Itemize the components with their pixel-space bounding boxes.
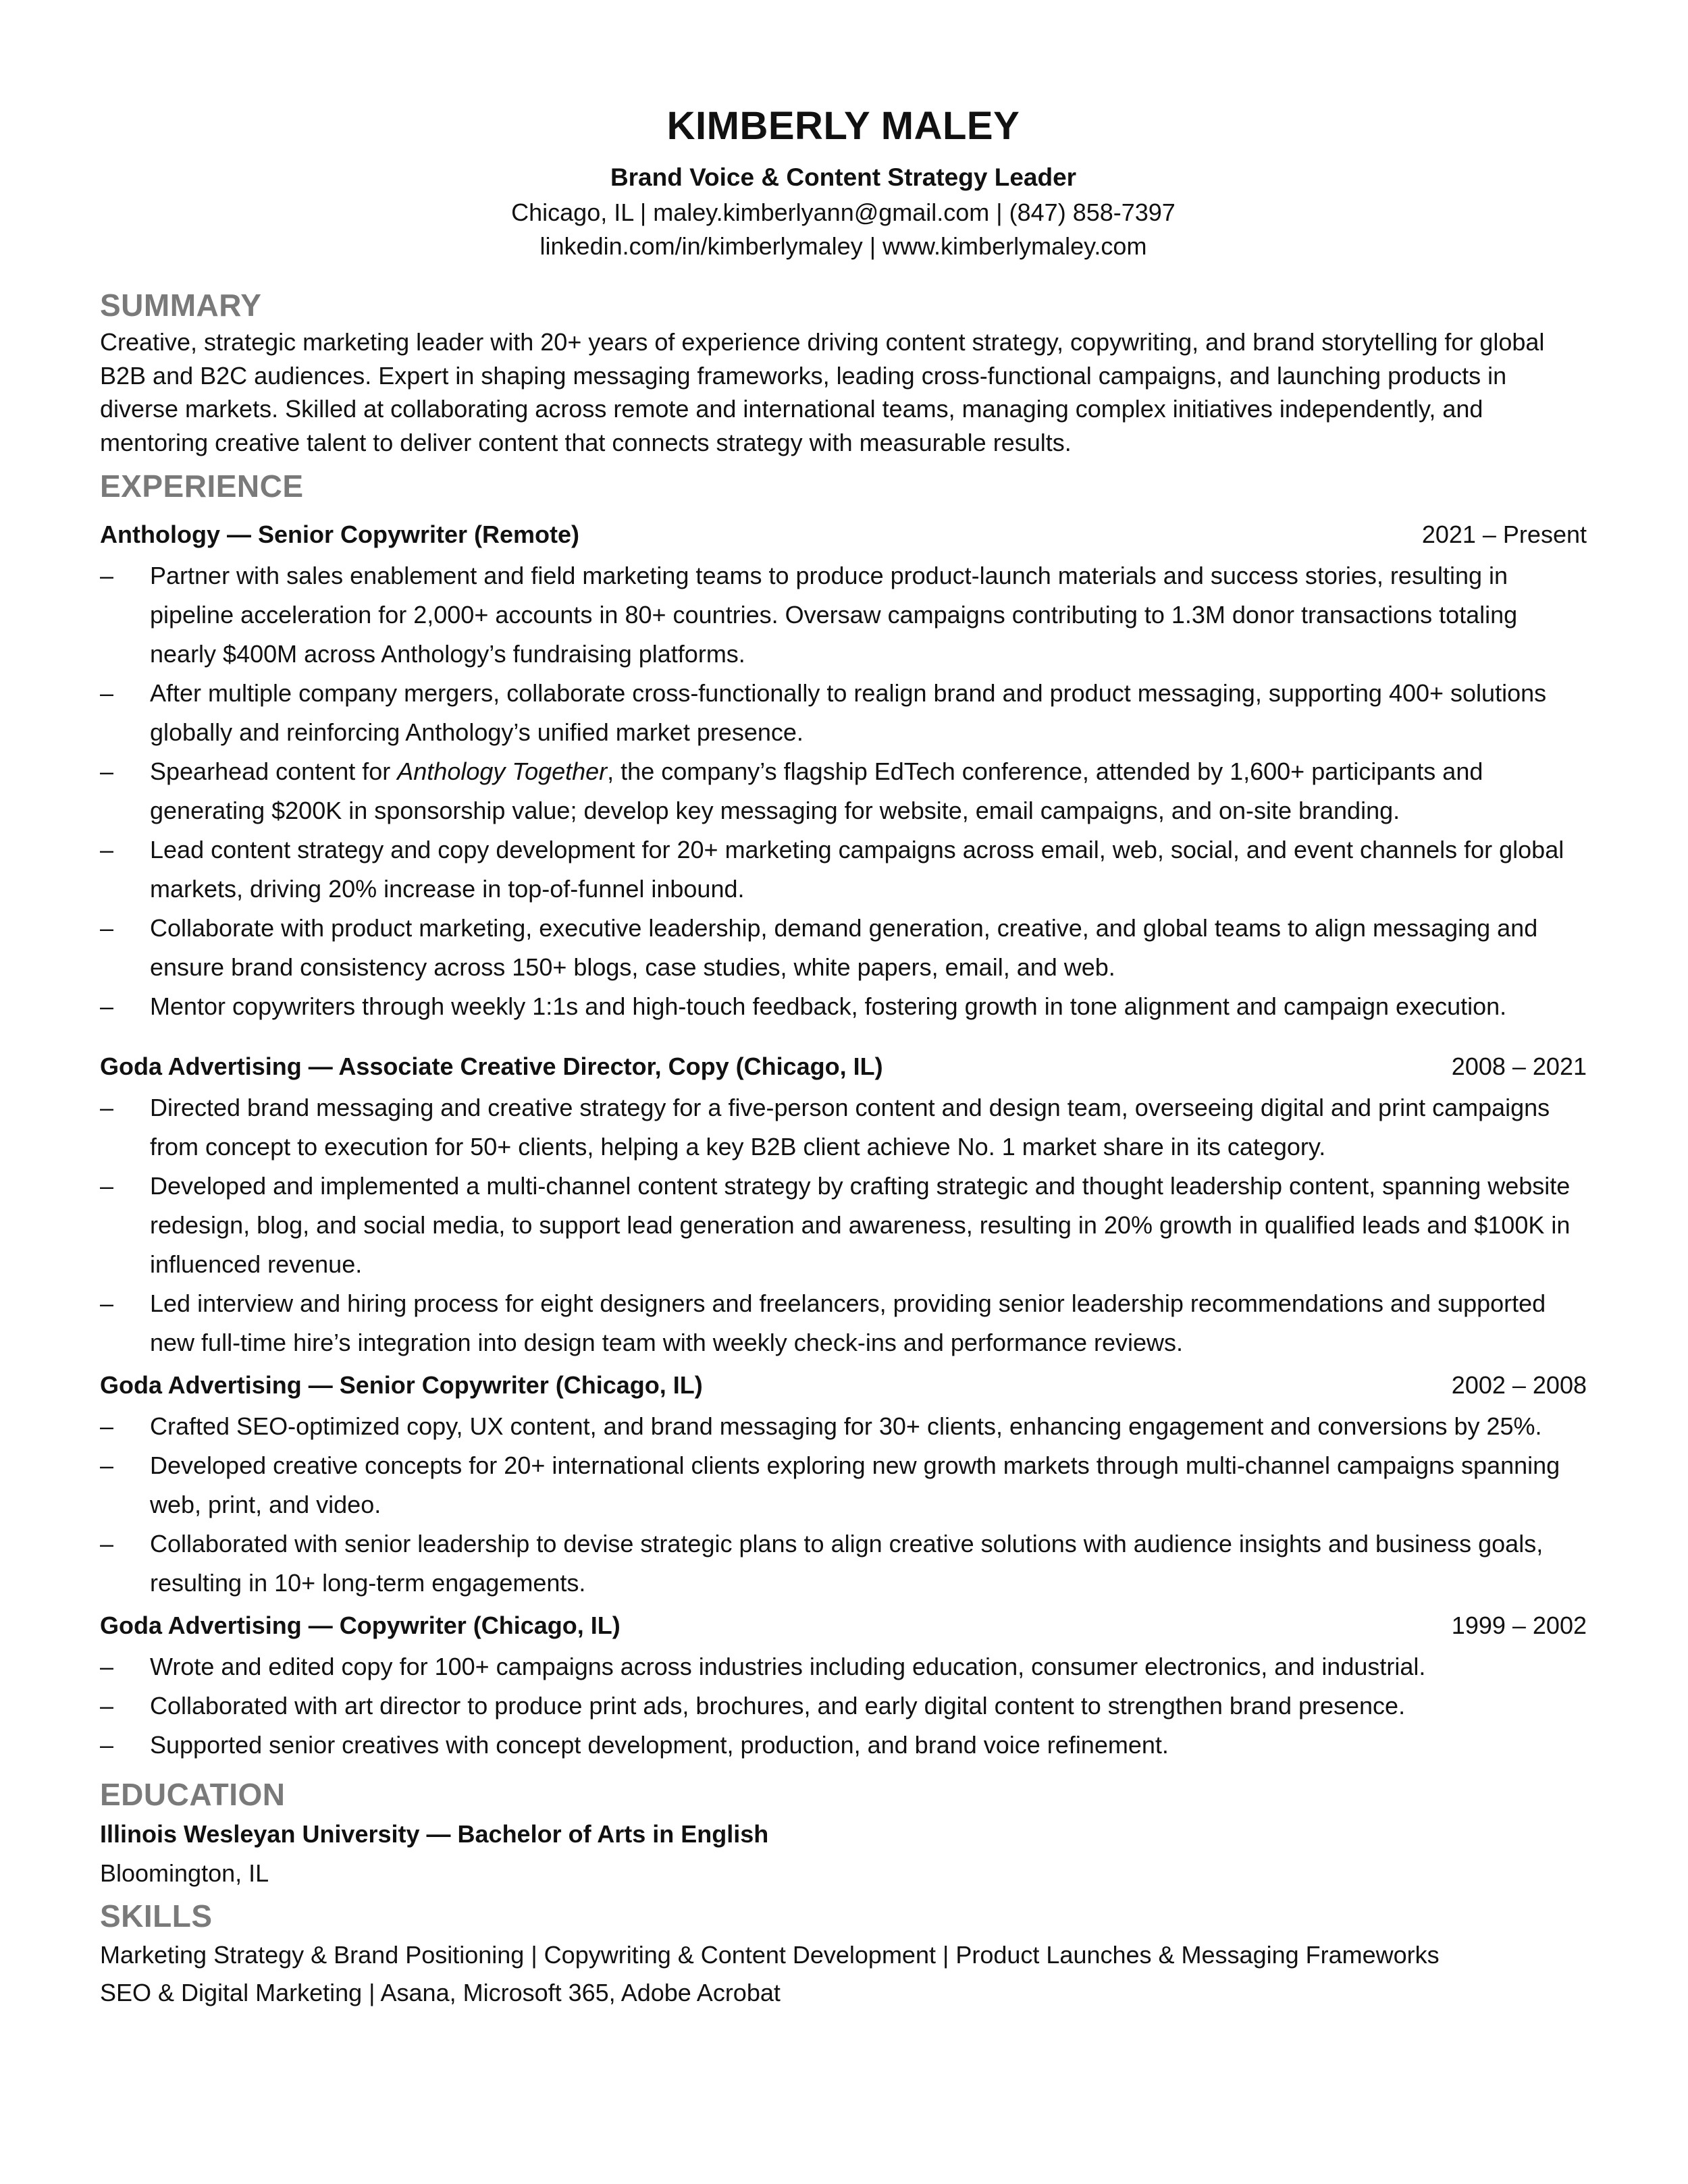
job-bullet-list bbox=[100, 556, 1587, 1026]
list-item bbox=[100, 1686, 1587, 1726]
list-item bbox=[100, 1726, 1587, 1765]
job-dates: 1999 – 2002 bbox=[1451, 1612, 1587, 1639]
list-item bbox=[100, 909, 1587, 987]
summary-text: Creative, strategic marketing leader with 20+ years of experience driving content strategy, copywriting, and brand storytelling for global B2B and B2C audiences. Expert in shaping messaging frameworks, leading cross-functional campaigns, and launching products in diverse markets. Skilled at collaborating across remote and international teams, managing complex initiatives independently, and mentoring creative talent to deliver content that connects strategy with measurable results. bbox=[100, 328, 1545, 456]
job-title: Goda Advertising — Senior Copywriter (Chicago, IL) bbox=[100, 1371, 703, 1399]
job-title: Goda Advertising — Copywriter (Chicago, IL) bbox=[100, 1612, 621, 1639]
bullet-text: Collaborate with product marketing, executive leadership, demand generation, creative, and global teams to align messaging and ensure brand consistency across 150+ blogs, case studies, white papers, email, and web. bbox=[150, 914, 1538, 981]
job-title: Goda Advertising — Associate Creative Director, Copy (Chicago, IL) bbox=[100, 1053, 883, 1080]
bullet-text: After multiple company mergers, collaborate cross-functionally to realign brand and product messaging, supporting 400+ solutions globally and reinforcing Anthology’s unified market presence. bbox=[150, 679, 1547, 746]
list-item bbox=[100, 1088, 1587, 1167]
dash-bullet-icon: – bbox=[100, 836, 114, 863]
bullet-text-before: Spearhead content for bbox=[150, 757, 398, 785]
candidate-name: KIMBERLY MALEY bbox=[666, 104, 1020, 148]
education-heading: EDUCATION bbox=[100, 1777, 286, 1812]
list-item bbox=[100, 987, 1587, 1026]
job-header bbox=[100, 1608, 1587, 1643]
list-item bbox=[100, 1284, 1587, 1362]
bullet-text: Collaborated with senior leadership to devise strategic plans to align creative solutions with audience insights and business goals, resulting in 10+ long-term engagements. bbox=[150, 1530, 1544, 1597]
list-item bbox=[100, 752, 1587, 830]
job-dates: 2008 – 2021 bbox=[1451, 1053, 1587, 1080]
job-goda-senior-copywriter bbox=[100, 1368, 1587, 1603]
job-header bbox=[100, 1049, 1587, 1084]
contact-line-location-email-phone: Chicago, IL | maley.kimberlyann@gmail.com | (847) 858-7397 bbox=[511, 198, 1176, 226]
education-location: Bloomington, IL bbox=[100, 1859, 269, 1887]
list-item bbox=[100, 556, 1587, 674]
conference-name: Anthology Together bbox=[397, 757, 608, 785]
dash-bullet-icon: – bbox=[100, 562, 114, 589]
dash-bullet-icon: – bbox=[100, 679, 114, 707]
dash-bullet-icon: – bbox=[100, 1412, 114, 1440]
job-header bbox=[100, 1368, 1587, 1403]
list-item bbox=[100, 1167, 1587, 1284]
dash-bullet-icon: – bbox=[100, 1172, 114, 1200]
list-item bbox=[100, 1524, 1587, 1603]
job-bullet-list bbox=[100, 1647, 1587, 1765]
job-bullet-list bbox=[100, 1407, 1587, 1603]
dash-bullet-icon: – bbox=[100, 1094, 114, 1121]
skills-line-2: SEO & Digital Marketing | Asana, Microsoft 365, Adobe Acrobat bbox=[100, 1979, 781, 2006]
dash-bullet-icon: – bbox=[100, 1289, 114, 1317]
bullet-text: Mentor copywriters through weekly 1:1s and high-touch feedback, fostering growth in tone alignment and campaign execution. bbox=[150, 992, 1507, 1020]
bullet-text: Led interview and hiring process for eight designers and freelancers, providing senior leadership recommendations and supported new full-time hire’s integration into design team with weekly check-ins and performance reviews. bbox=[150, 1289, 1546, 1356]
dash-bullet-icon: – bbox=[100, 992, 114, 1020]
job-dates: 2002 – 2008 bbox=[1451, 1371, 1587, 1399]
experience-heading: EXPERIENCE bbox=[100, 469, 304, 504]
dash-bullet-icon: – bbox=[100, 914, 114, 942]
education-school-degree: Illinois Wesleyan University — Bachelor of Arts in English bbox=[100, 1820, 769, 1848]
dash-bullet-icon: – bbox=[100, 1530, 114, 1557]
job-goda-copywriter bbox=[100, 1608, 1587, 1765]
dash-bullet-icon: – bbox=[100, 1731, 114, 1759]
dash-bullet-icon: – bbox=[100, 1451, 114, 1479]
bullet-text: Lead content strategy and copy development for 20+ marketing campaigns across email, web, social, and event channels for global markets, driving 20% increase in top-of-funnel inbound. bbox=[150, 836, 1564, 903]
job-anthology-senior-copywriter bbox=[100, 517, 1587, 1026]
bullet-text: Developed and implemented a multi-channel content strategy by crafting strategic and thought leadership content, spanning website redesign, blog, and social media, to support lead generation and awareness, resulting in 20% growth in qualified leads and $100K in influenced revenue. bbox=[150, 1172, 1571, 1278]
job-title: Anthology — Senior Copywriter (Remote) bbox=[100, 521, 580, 548]
bullet-text: Developed creative concepts for 20+ international clients exploring new growth markets through multi-channel campaigns spanning web, print, and video. bbox=[150, 1451, 1560, 1518]
list-item bbox=[100, 830, 1587, 909]
bullet-text-after: , the company’s flagship EdTech conference, attended by 1,600+ participants and generating $200K in sponsorship value; develop key messaging for website, email campaigns, and on-site branding. bbox=[150, 757, 1483, 824]
job-bullet-list bbox=[100, 1088, 1587, 1362]
job-header bbox=[100, 517, 1587, 552]
bullet-text: Directed brand messaging and creative strategy for a five-person content and design team, overseeing digital and print campaigns from concept to execution for 50+ clients, helping a key B2B client achieve No. 1 market share in its category. bbox=[150, 1094, 1550, 1161]
job-dates: 2021 – Present bbox=[1421, 521, 1587, 548]
dash-bullet-icon: – bbox=[100, 757, 114, 785]
bullet-text: Collaborated with art director to produce print ads, brochures, and early digital content to strengthen brand presence. bbox=[150, 1692, 1406, 1720]
list-item bbox=[100, 1446, 1587, 1524]
skills-heading: SKILLS bbox=[100, 1898, 213, 1934]
job-goda-associate-creative-director bbox=[100, 1049, 1587, 1362]
skills-line-1: Marketing Strategy & Brand Positioning | Copywriting & Content Development | Product Launches & Messaging Frameworks bbox=[100, 1941, 1440, 1969]
bullet-text: Partner with sales enablement and field marketing teams to produce product-launch materials and success stories, resulting in pipeline acceleration for 2,000+ accounts in 80+ countries. Oversaw campaigns contributing to 1.3M donor transactions totaling nearly $400M across Anthology’s fundraising platforms. bbox=[150, 562, 1518, 668]
professional-headline: Brand Voice & Content Strategy Leader bbox=[610, 163, 1077, 191]
summary-heading: SUMMARY bbox=[100, 288, 262, 323]
contact-line-links: linkedin.com/in/kimberlymaley | www.kimberlymaley.com bbox=[539, 232, 1147, 260]
bullet-text: Crafted SEO-optimized copy, UX content, and brand messaging for 30+ clients, enhancing engagement and conversions by 25%. bbox=[150, 1412, 1542, 1440]
dash-bullet-icon: – bbox=[100, 1692, 114, 1720]
list-item bbox=[100, 674, 1587, 752]
list-item bbox=[100, 1407, 1587, 1446]
bullet-text: Wrote and edited copy for 100+ campaigns across industries including education, consumer electronics, and industrial. bbox=[150, 1653, 1426, 1680]
bullet-text: Supported senior creatives with concept development, production, and brand voice refinement. bbox=[150, 1731, 1169, 1759]
list-item bbox=[100, 1647, 1587, 1686]
dash-bullet-icon: – bbox=[100, 1653, 114, 1680]
